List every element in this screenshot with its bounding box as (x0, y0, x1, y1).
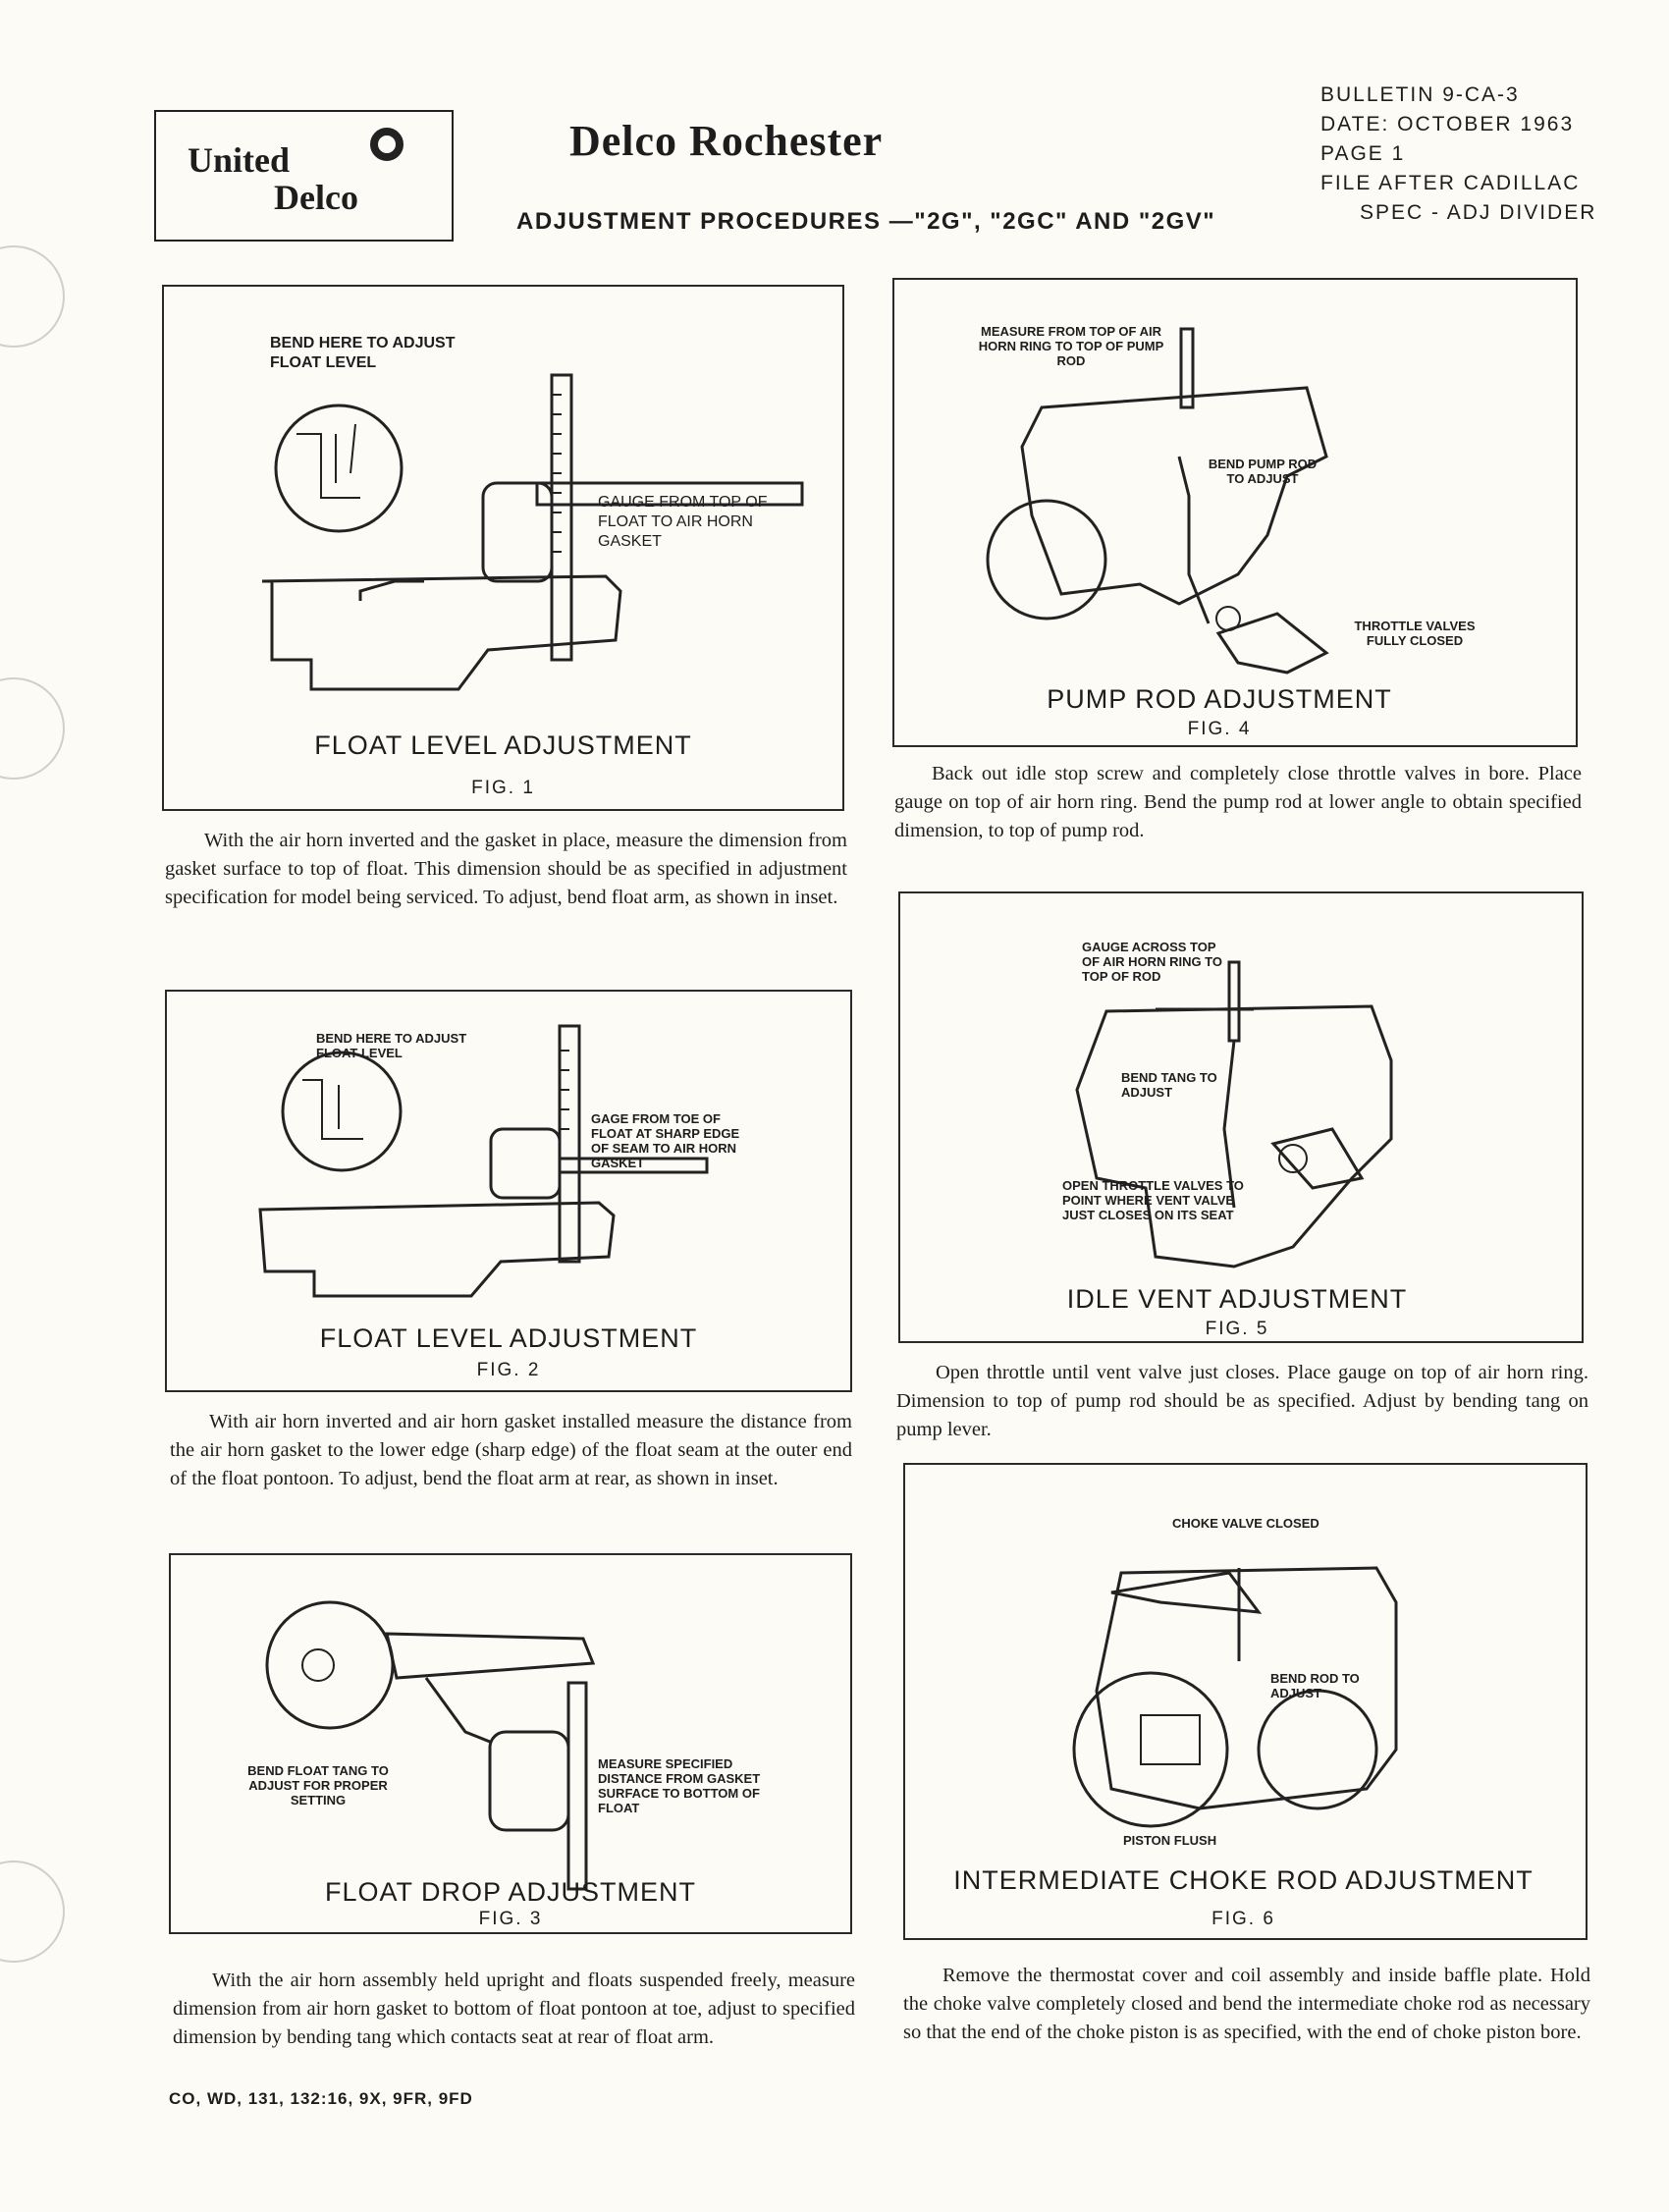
figure-1 (162, 285, 844, 811)
fig4-callout-measure: MEASURE FROM TOP OF AIR HORN RING TO TOP OF PUMP ROD (978, 324, 1164, 368)
fig6-number: FIG. 6 (1211, 1909, 1275, 1929)
fig2-callout-bend: BEND HERE TO ADJUST FLOAT LEVEL (316, 1031, 467, 1060)
fig6-callout-bend: BEND ROD TO ADJUST (1270, 1671, 1360, 1700)
figure-4 (892, 278, 1578, 747)
model-codes-footer: CO, WD, 131, 132:16, 9X, 9FR, 9FD (169, 2089, 473, 2108)
bulletin-date: DATE: OCTOBER 1963 (1320, 113, 1575, 135)
logo-line2: Delco (274, 178, 358, 217)
fig2-callout-gauge: GAGE FROM TOE OF FLOAT AT SHARP EDGE OF SEAM TO AIR HORN GASKET (591, 1111, 740, 1170)
fig6-callout-choke: CHOKE VALVE CLOSED (1172, 1516, 1319, 1531)
fig4-number: FIG. 4 (1187, 719, 1252, 739)
idle-vent-diagram (900, 893, 1586, 1345)
bulletin-file: FILE AFTER CADILLAC (1320, 172, 1581, 194)
page-subtitle: ADJUSTMENT PROCEDURES —"2G", "2GC" AND "2GV" (516, 208, 1216, 235)
united-delco-logo (154, 110, 454, 242)
fig6-callout-piston: PISTON FLUSH (1123, 1833, 1217, 1848)
figure-3 (169, 1553, 852, 1934)
fig5-callout-open: OPEN THROTTLE VALVES TO POINT WHERE VENT VALVE JUST CLOSES ON ITS SEAT (1062, 1178, 1244, 1222)
fig2-title: FLOAT LEVEL ADJUSTMENT (319, 1323, 698, 1353)
fig5-number: FIG. 5 (1205, 1319, 1269, 1339)
fig1-callout-gauge: GAUGE FROM TOP OF FLOAT TO AIR HORN GASKET (598, 494, 768, 550)
fig4-callout-bend: BEND PUMP ROD TO ADJUST (1208, 457, 1318, 486)
punch-hole-2 (0, 677, 65, 780)
bulletin-divider: SPEC - ADJ DIVIDER (1360, 201, 1597, 224)
bulletin-page: PAGE 1 (1320, 142, 1406, 165)
fig5-description: Open throttle until vent valve just closes. Place gauge on top of air horn ring. Dimension to top of pump rod should be as specified. Adjust by bending tang on pump lever. (896, 1362, 1588, 1440)
brand-title: Delco Rochester (569, 117, 884, 165)
fig4-description: Back out idle stop screw and completely close throttle valves in bore. Place gauge on top of air horn ring. Bend the pump rod at lower angle to obtain specified dimension, to top of pump rod. (894, 763, 1582, 841)
fig5-callout-gauge: GAUGE ACROSS TOP OF AIR HORN RING TO TOP OF ROD (1082, 940, 1222, 984)
fig1-description: With the air horn inverted and the gasket in place, measure the dimension from gasket surface to top of float. This dimension should be as specified in adjustment specification for model being serviced. To adjust, bend float arm, as shown in inset. (165, 830, 847, 908)
fig2-description: With air horn inverted and air horn gasket installed measure the distance from the air horn gasket to the lower edge (sharp edge) of the float seam at the outer end of the float pontoon. To adjust, bend the float arm at rear, as shown in inset. (170, 1411, 852, 1489)
punch-hole-3 (0, 1861, 65, 1963)
fig3-callout-bend: BEND FLOAT TANG TO ADJUST FOR PROPER SETTING (247, 1763, 389, 1807)
fig1-title: FLOAT LEVEL ADJUSTMENT (314, 730, 692, 760)
bulletin-number: BULLETIN 9-CA-3 (1320, 83, 1520, 106)
fig2-number: FIG. 2 (476, 1360, 541, 1380)
fig1-callout-bend: BEND HERE TO ADJUST FLOAT LEVEL (270, 335, 456, 371)
fig4-title: PUMP ROD ADJUSTMENT (1047, 684, 1392, 714)
fig3-title: FLOAT DROP ADJUSTMENT (324, 1877, 697, 1907)
fig6-description: Remove the thermostat cover and coil assembly and inside baffle plate. Hold the choke valve completely closed and bend the intermediate choke rod as necessary so that the end of the choke piston is as specified, with the end of choke piston bore. (903, 1965, 1590, 2043)
punch-hole-1 (0, 245, 65, 348)
figure-2 (165, 990, 852, 1392)
fig1-number: FIG. 1 (471, 778, 535, 798)
bulletin-info (1320, 81, 1596, 228)
logo-line1: United (188, 140, 291, 180)
fig4-callout-throttle: THROTTLE VALVES FULLY CLOSED (1354, 619, 1476, 648)
fig5-title: IDLE VENT ADJUSTMENT (1066, 1284, 1408, 1314)
figure-5 (898, 891, 1584, 1343)
fig3-callout-measure: MEASURE SPECIFIED DISTANCE FROM GASKET SURFACE TO BOTTOM OF FLOAT (598, 1756, 761, 1815)
fig3-number: FIG. 3 (478, 1909, 543, 1929)
logo-ring-icon (370, 128, 404, 161)
fig6-title: INTERMEDIATE CHOKE ROD ADJUSTMENT (953, 1865, 1534, 1895)
fig5-callout-bend: BEND TANG TO ADJUST (1121, 1070, 1217, 1100)
fig3-description: With the air horn assembly held upright and floats suspended freely, measure dimension from air horn gasket to bottom of float pontoon at toe, adjust to specified dimension by bending tang which contacts seat at rear of float arm. (173, 1969, 855, 2048)
figure-6 (903, 1463, 1588, 1940)
